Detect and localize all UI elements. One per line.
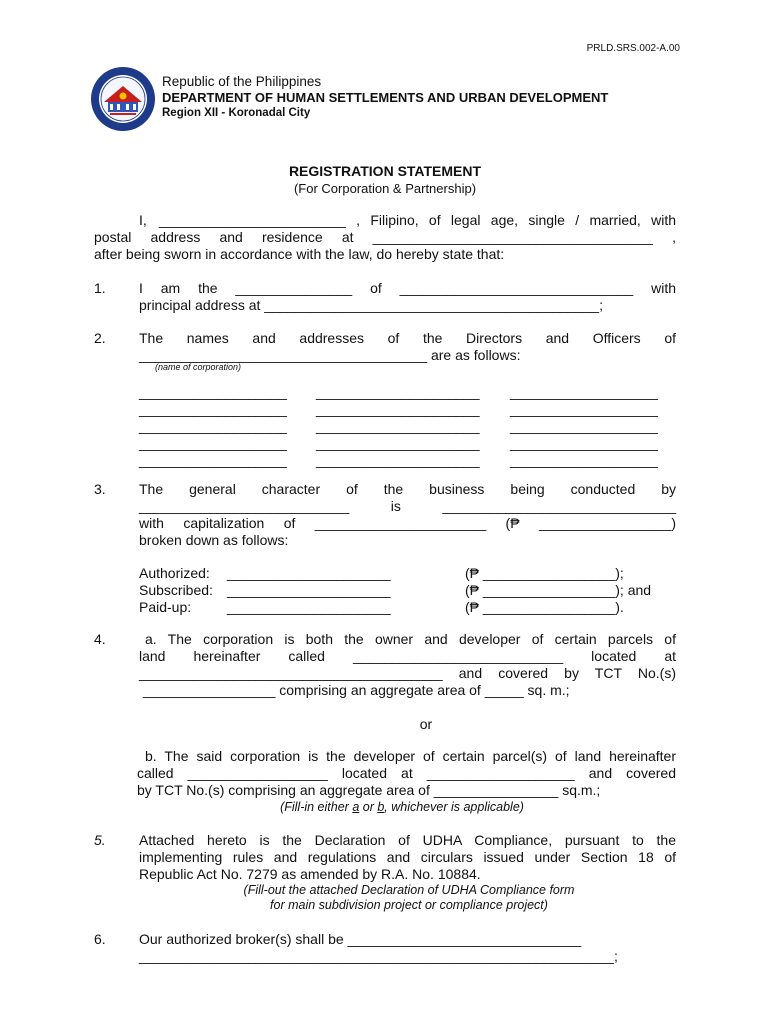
- item-3-line-1: The general character of the business being conducted by: [139, 481, 676, 497]
- item-4a-line-3: _______________________________________ and covered by TCT No.(s): [139, 665, 676, 681]
- item-6-line-2: _____________________________________________________________;: [139, 948, 618, 964]
- fill-in-note: (Fill-in either a or b, whichever is applicable): [280, 800, 524, 814]
- paidup-label: Paid-up:: [139, 599, 192, 615]
- or-separator: or: [419, 716, 433, 732]
- director-blank-r4c2: _____________________: [316, 435, 480, 451]
- item-3-number: 3.: [94, 481, 106, 497]
- authorized-label: Authorized:: [139, 565, 210, 581]
- udha-note-1: (Fill-out the attached Declaration of UDHA Compliance form: [243, 883, 575, 897]
- director-blank-r5c2: _____________________: [316, 452, 480, 468]
- director-blank-r4c3: ___________________: [510, 435, 658, 451]
- item-5-line-2: implementing rules and regulations and circulars issued under Section 18 of: [139, 849, 676, 865]
- director-blank-r2c3: ___________________: [510, 401, 658, 417]
- name-of-corporation-caption: (name of corporation): [155, 362, 242, 372]
- page-subtitle: (For Corporation & Partnership): [293, 181, 477, 196]
- item-4-number: 4.: [94, 631, 106, 647]
- intro-line-3: after being sworn in accordance with the law, do hereby state that:: [94, 246, 505, 262]
- document-code: PRLD.SRS.002-A.00: [586, 43, 680, 54]
- director-blank-r5c1: ___________________: [139, 452, 287, 468]
- director-blank-r3c2: _____________________: [316, 418, 480, 434]
- udha-note-2: for main subdivision project or compliance project): [270, 898, 548, 912]
- director-blank-r2c1: ___________________: [139, 401, 287, 417]
- item-4b-line-2: called __________________ located at ___________________ and covered: [137, 765, 676, 781]
- header-region: Region XII - Koronadal City: [162, 107, 311, 119]
- item-4a-line-1: a. The corporation is both the owner and developer of certain parcels of: [145, 631, 676, 647]
- item-3-line-2: ___________________________ is ______________________________: [139, 498, 676, 514]
- item-1-line-2: principal address at ___________________________________________;: [139, 297, 603, 313]
- item-6-number: 6.: [94, 931, 106, 947]
- director-blank-r1c3: ___________________: [510, 384, 658, 400]
- item-4b-line-1: b. The said corporation is the developer of certain parcel(s) of land hereinafter: [145, 748, 676, 764]
- header-republic: Republic of the Philippines: [162, 74, 322, 89]
- page-title: REGISTRATION STATEMENT: [288, 163, 482, 179]
- subscribed-peso-blank: (₱ _________________); and: [465, 582, 652, 598]
- paidup-peso-blank: (₱ _________________).: [465, 599, 624, 615]
- dhsud-seal-icon: [90, 66, 156, 132]
- item-5-line-3: Republic Act No. 7279 as amended by R.A. No. 10884.: [139, 866, 481, 882]
- item-2-number: 2.: [94, 330, 106, 346]
- intro-i: I,: [139, 212, 147, 228]
- subscribed-blank: _____________________: [227, 582, 391, 598]
- director-blank-r1c2: _____________________: [316, 384, 480, 400]
- item-5-line-1: Attached hereto is the Declaration of UDHA Compliance, pursuant to the: [139, 832, 676, 848]
- header-department: DEPARTMENT OF HUMAN SETTLEMENTS AND URBAN DEVELOPMENT: [162, 90, 609, 105]
- subscribed-label: Subscribed:: [139, 582, 213, 598]
- director-blank-r1c1: ___________________: [139, 384, 287, 400]
- item-2-line-2: _____________________________________ are as follows:: [139, 347, 521, 363]
- item-4a-line-4: _________________ comprising an aggregate area of _____ sq. m.;: [143, 682, 570, 698]
- director-blank-r4c1: ___________________: [139, 435, 287, 451]
- paidup-blank: _____________________: [227, 599, 391, 615]
- item-3-line-4: broken down as follows:: [139, 532, 289, 548]
- director-blank-r3c3: ___________________: [510, 418, 658, 434]
- intro-line-2: postal address and residence at ____________________________________ ,: [94, 229, 676, 245]
- item-4b-line-3: by TCT No.(s) comprising an aggregate area of ________________ sq.m.;: [137, 782, 601, 798]
- item-3-line-3: with capitalization of ______________________ (₱ _________________): [139, 515, 676, 531]
- director-blank-r3c1: ___________________: [139, 418, 287, 434]
- authorized-peso-blank: (₱ _________________);: [465, 565, 624, 581]
- item-4a-line-2: land hereinafter called ___________________________ located at: [139, 648, 676, 664]
- director-blank-r5c3: ___________________: [510, 452, 658, 468]
- item-6-line-1: Our authorized broker(s) shall be ______________________________: [139, 931, 582, 947]
- item-5-number: 5.: [94, 832, 106, 848]
- authorized-blank: _____________________: [227, 565, 391, 581]
- intro-line-1: ________________________ , Filipino, of legal age, single / married, with: [159, 212, 676, 228]
- item-1-number: 1.: [94, 280, 106, 296]
- director-blank-r2c2: _____________________: [316, 401, 480, 417]
- item-1-line-1: I am the _______________ of ______________________________ with: [139, 280, 676, 296]
- item-2-line-1: The names and addresses of the Directors and Officers of: [139, 330, 676, 346]
